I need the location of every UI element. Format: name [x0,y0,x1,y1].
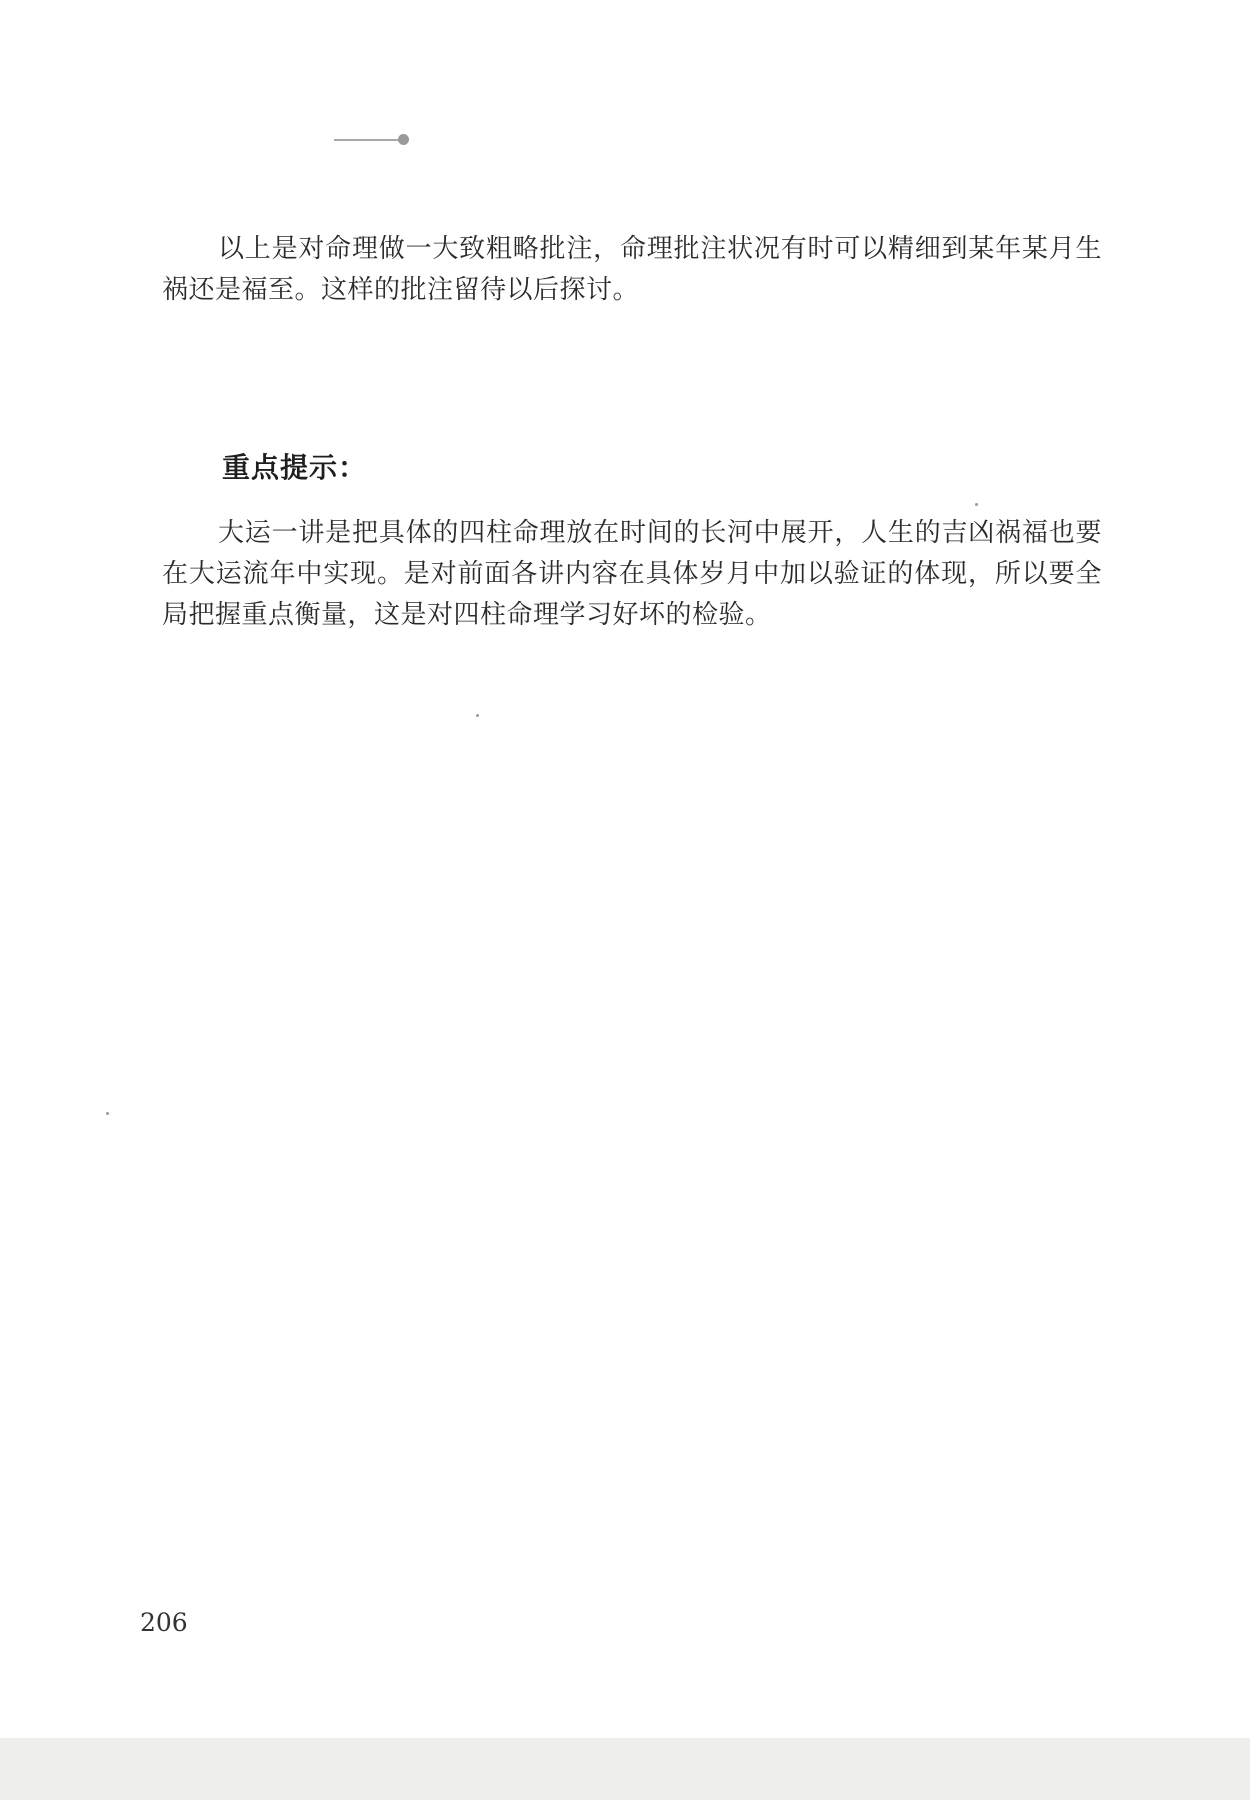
body-paragraph-1: 以上是对命理做一大致粗略批注，命理批注状况有时可以精细到某年某月生祸还是福至。这样的批注留待以后探讨。 [162,234,1102,305]
ornament-line [334,139,400,141]
scan-speck [476,714,479,717]
scan-speck [975,503,978,506]
scan-speck [106,1112,109,1115]
header-ornament [334,132,410,148]
page-number: 206 [140,1608,188,1637]
section-heading: 重点提示： [222,451,368,484]
body-paragraph-2: 大运一讲是把具体的四柱命理放在时间的长河中展开，人生的吉凶祸福也要在大运流年中实现。是对前面各讲内容在具体岁月中加以验证的体现，所以要全局把握重点衡量，这是对四柱命理学习好坏的检验。 [162,518,1102,630]
ornament-dot-icon [398,134,409,145]
scan-margin [0,1738,1250,1800]
